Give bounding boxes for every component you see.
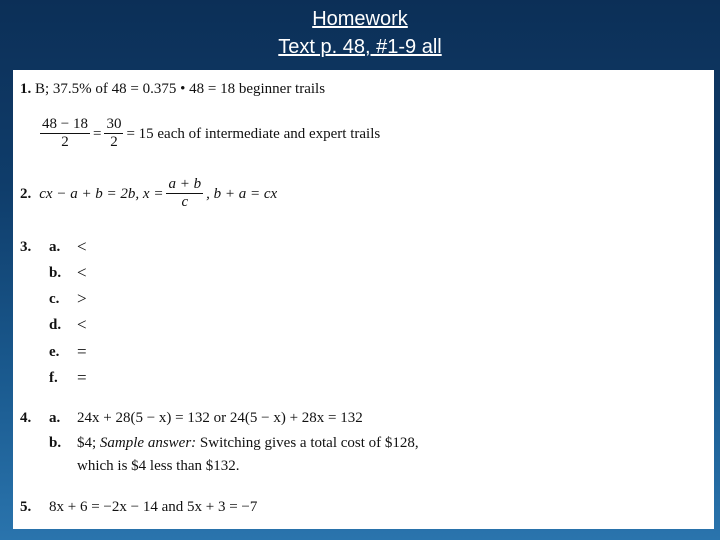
q4-b-italic: Sample answer: <box>99 435 197 451</box>
q1-frac2-denominator: 2 <box>110 134 118 150</box>
q2-part2: , b + a = cx <box>206 185 278 202</box>
q3-label-c: c. <box>49 291 60 307</box>
q2-number: 2. <box>20 185 32 202</box>
answer-sheet <box>13 70 714 529</box>
q1-frac1-numerator: 48 − 18 <box>42 116 88 132</box>
q1-line2 <box>37 116 380 151</box>
q4-b-text: Switching gives a total cost of $128, <box>199 435 419 451</box>
q3-symbol-c: > <box>77 289 87 308</box>
q1-line1 <box>20 80 325 98</box>
q3-label-e: e. <box>49 344 60 360</box>
q1-number: 1. <box>20 81 32 97</box>
q1-text: B; 37.5% of 48 = 0.375 • 48 = 18 beginner trails <box>35 81 326 97</box>
q1-fraction-2 <box>104 116 123 151</box>
q3-number: 3. <box>20 239 32 255</box>
q4-b-prefix: $4; <box>77 435 97 451</box>
q4-label-a: a. <box>49 410 61 426</box>
q2-line <box>20 176 277 211</box>
q2-frac-denominator: c <box>181 194 189 210</box>
q3-label-b: b. <box>49 265 62 281</box>
q3-label-f: f. <box>49 370 58 386</box>
q4-a-text: 24x + 28(5 − x) = 132 or 24(5 − x) + 28x = 132 <box>77 410 363 426</box>
q1-frac1-denominator: 2 <box>61 134 69 150</box>
q5-text: 8x + 6 = −2x − 14 and 5x + 3 = −7 <box>49 499 258 515</box>
q4-label-b: b. <box>49 435 62 451</box>
q3-label-d: d. <box>49 317 62 333</box>
q5-number: 5. <box>20 499 32 515</box>
q2-part1: cx − a + b = 2b, x = <box>39 185 164 202</box>
page-subtitle[interactable]: Text p. 48, #1-9 all <box>278 36 442 58</box>
q1-equals: = <box>92 125 102 142</box>
q3-symbol-d: < <box>77 315 87 334</box>
q2-fraction <box>166 176 203 211</box>
q1-frac2-numerator: 30 <box>106 116 122 132</box>
q3-symbol-a: < <box>77 237 87 256</box>
q1-line2-tail: = 15 each of intermediate and expert trails <box>126 125 381 142</box>
q3-symbol-f: = <box>77 368 87 387</box>
q3-symbol-b: < <box>77 263 87 282</box>
q4-b-line <box>77 434 419 452</box>
q1-fraction-1 <box>40 116 90 151</box>
q4-b-text2: which is $4 less than $132. <box>77 458 240 474</box>
q4-number: 4. <box>20 410 32 426</box>
q3-label-a: a. <box>49 239 61 255</box>
page-title[interactable]: Homework <box>312 8 408 30</box>
q2-frac-numerator: a + b <box>168 176 202 192</box>
q3-symbol-e: = <box>77 342 87 361</box>
